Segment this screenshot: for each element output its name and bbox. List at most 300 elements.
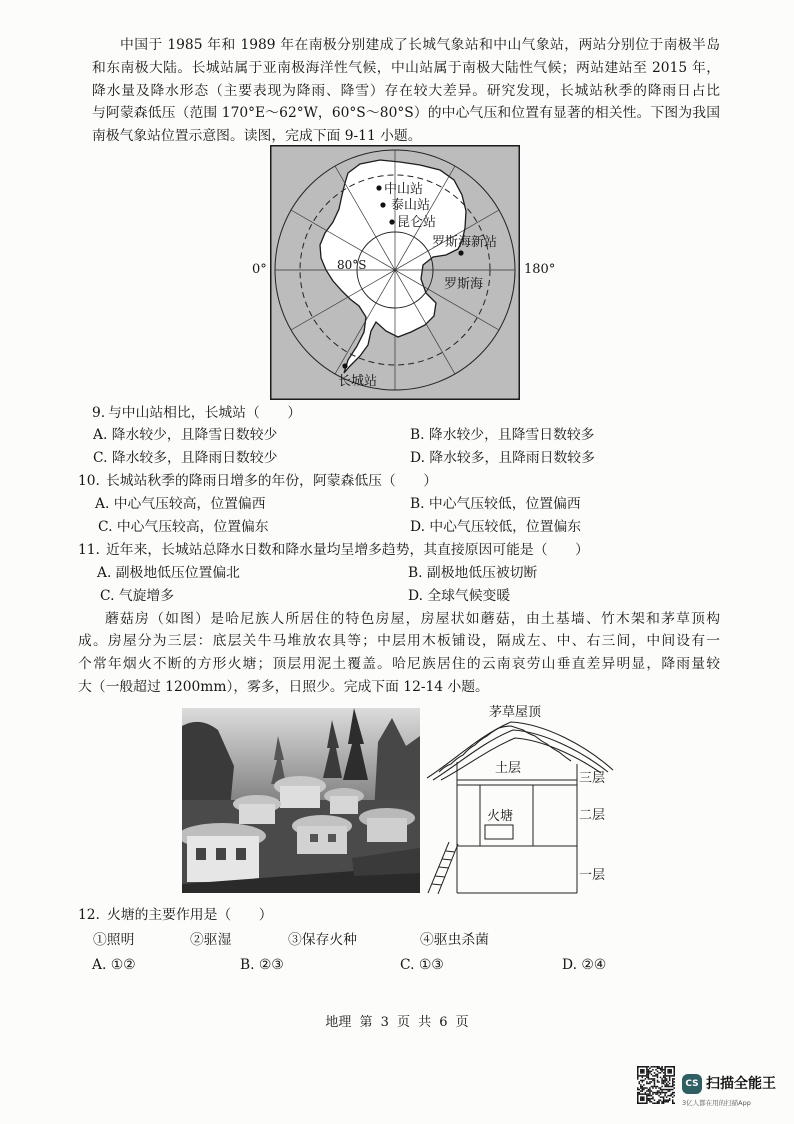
- qr-module: [655, 1074, 657, 1076]
- qr-module: [648, 1093, 650, 1095]
- zhongshan-station-marker: [376, 185, 381, 190]
- qr-module: [672, 1083, 674, 1085]
- qr-module: [651, 1086, 653, 1088]
- longitude-180-label: 180°: [524, 262, 556, 277]
- qr-module: [664, 1077, 666, 1079]
- mushroom-house-diagram: [425, 700, 615, 896]
- qr-module: [651, 1078, 653, 1080]
- qr-module: [649, 1090, 651, 1092]
- kunlun-station-label: 昆仑站: [397, 215, 437, 230]
- qr-module: [661, 1096, 663, 1098]
- qr-module: [672, 1102, 674, 1104]
- qr-module: [642, 1075, 644, 1077]
- qr-module: [648, 1089, 650, 1091]
- passage-line: 蘑菇房（如图）是哈尼族人所居住的特色房屋，房屋状如蘑菇，由土基墙、竹木架和茅草顶构: [105, 610, 720, 627]
- qr-module: [669, 1098, 671, 1100]
- qr-module: [646, 1069, 648, 1071]
- qr-module: [664, 1093, 666, 1095]
- qr-module: [637, 1074, 639, 1076]
- qr-module: [654, 1084, 656, 1086]
- qr-module: [640, 1080, 642, 1082]
- qr-module: [646, 1102, 648, 1104]
- qr-module: [661, 1081, 663, 1083]
- qr-module: [664, 1080, 666, 1082]
- qr-module: [664, 1084, 666, 1086]
- option-d: D. 全球气候变暖: [408, 587, 511, 604]
- qr-module: [648, 1071, 650, 1073]
- qr-module: [648, 1075, 650, 1077]
- qr-module: [640, 1102, 642, 1104]
- option-a: A. ①②: [92, 957, 136, 973]
- qr-module: [648, 1098, 650, 1100]
- qr-module: [657, 1075, 659, 1077]
- qr-module: [642, 1071, 644, 1073]
- qr-module: [661, 1068, 663, 1070]
- qr-module: [664, 1078, 666, 1080]
- qr-module: [643, 1093, 645, 1095]
- floor-3-label: 三层: [579, 771, 606, 786]
- qr-module: [652, 1098, 654, 1100]
- qr-module: [664, 1089, 666, 1091]
- option-b: B. ②③: [240, 957, 284, 973]
- qr-module: [645, 1102, 647, 1104]
- qr-module: [673, 1071, 675, 1073]
- question-11-options-row: [0, 585, 794, 608]
- qr-module: [673, 1069, 675, 1071]
- qr-module: [639, 1081, 641, 1083]
- question-12-items-row: [0, 928, 794, 953]
- qr-module: [637, 1072, 639, 1074]
- qr-module: [645, 1066, 647, 1068]
- qr-module: [666, 1075, 668, 1077]
- qr-module: [648, 1077, 650, 1079]
- qr-module: [651, 1074, 653, 1076]
- qr-module: [666, 1096, 668, 1098]
- qr-module: [649, 1083, 651, 1085]
- qr-module: [672, 1092, 674, 1094]
- qr-module: [660, 1099, 662, 1101]
- qr-module: [657, 1101, 659, 1103]
- qr-module: [673, 1075, 675, 1077]
- qr-module: [649, 1101, 651, 1103]
- option-c: C. 中心气压较高，位置偏东: [98, 518, 269, 535]
- house-structure: [457, 762, 577, 893]
- qr-module: [639, 1093, 641, 1095]
- qr-module: [652, 1078, 654, 1080]
- qr-module: [673, 1092, 675, 1094]
- qr-module: [658, 1095, 660, 1097]
- qr-module: [672, 1075, 674, 1077]
- qr-module: [640, 1087, 642, 1089]
- qr-module: [649, 1092, 651, 1094]
- qr-module: [645, 1092, 647, 1094]
- passage-line: 中国于 1985 年和 1989 年在南极分别建成了长城气象站和中山气象站，两站分别位于南极半岛: [120, 37, 720, 53]
- question-9-options-row: [0, 447, 794, 470]
- qr-module: [655, 1102, 657, 1104]
- qr-module: [657, 1102, 659, 1104]
- qr-module: [663, 1098, 665, 1100]
- qr-module: [663, 1101, 665, 1103]
- qr-module: [658, 1068, 660, 1070]
- qr-module: [658, 1081, 660, 1083]
- qr-module: [648, 1099, 650, 1101]
- qr-module: [642, 1080, 644, 1082]
- taishan-station-label: 泰山站: [391, 198, 431, 213]
- passage-line: 南极气象站位置示意图。读图，完成下面 9-11 小题。: [92, 128, 422, 144]
- qr-module: [649, 1089, 651, 1091]
- option-d: D. 中心气压较低，位置偏东: [410, 518, 582, 535]
- soil-layer-label: 土层: [495, 761, 522, 776]
- qr-module: [640, 1086, 642, 1088]
- qr-module: [666, 1066, 668, 1068]
- option-c: C. 气旋增多: [100, 587, 175, 604]
- qr-module: [670, 1086, 672, 1088]
- qr-module: [639, 1102, 641, 1104]
- qr-module: [666, 1083, 668, 1085]
- qr-module: [652, 1075, 654, 1077]
- qr-module: [673, 1084, 675, 1086]
- qr-module: [651, 1090, 653, 1092]
- qr-module: [637, 1078, 639, 1080]
- qr-module: [661, 1092, 663, 1094]
- qr-module: [652, 1093, 654, 1095]
- qr-module: [640, 1075, 642, 1077]
- qr-module: [669, 1089, 671, 1091]
- qr-module: [640, 1084, 642, 1086]
- qr-module: [643, 1087, 645, 1089]
- qr-module: [642, 1093, 644, 1095]
- qr-module: [654, 1081, 656, 1083]
- qr-module: [658, 1099, 660, 1101]
- qr-module: [661, 1069, 663, 1071]
- qr-module: [640, 1090, 642, 1092]
- qr-module: [667, 1086, 669, 1088]
- qr-module: [637, 1075, 639, 1077]
- passage-line: 降水量及降水形态（主要表现为降雨、降雪）存在较大差异。研究发现，长城站秋季的降雨日占比: [92, 82, 720, 99]
- qr-module: [666, 1078, 668, 1080]
- question-stem: 长城站秋季的降雨日增多的年份，阿蒙森低压（ ）: [106, 473, 438, 490]
- qr-module: [646, 1083, 648, 1085]
- qr-module: [654, 1099, 656, 1101]
- qr-module: [654, 1086, 656, 1088]
- qr-module: [643, 1075, 645, 1077]
- qr-module: [669, 1086, 671, 1088]
- qr-module: [666, 1089, 668, 1091]
- option-a: A. 副极地低压位置偏北: [97, 564, 240, 581]
- qr-module: [648, 1066, 650, 1068]
- qr-module: [660, 1068, 662, 1070]
- qr-module: [672, 1081, 674, 1083]
- question-number: 9.: [92, 404, 106, 421]
- changcheng-station-label: 长城站: [338, 374, 378, 389]
- antarctic-station-map: [270, 145, 520, 400]
- qr-module: [655, 1075, 657, 1077]
- qr-module: [637, 1077, 639, 1079]
- qr-module: [658, 1087, 660, 1089]
- qr-module: [664, 1099, 666, 1101]
- qr-module: [670, 1095, 672, 1097]
- qr-module: [652, 1096, 654, 1098]
- qr-module: [663, 1075, 665, 1077]
- qr-module: [669, 1083, 671, 1085]
- qr-module: [648, 1069, 650, 1071]
- qr-module: [657, 1077, 659, 1079]
- qr-module: [652, 1086, 654, 1088]
- qr-module: [669, 1077, 671, 1079]
- qr-module: [669, 1066, 671, 1068]
- qr-module: [672, 1089, 674, 1091]
- qr-module: [640, 1072, 642, 1074]
- qr-module: [646, 1087, 648, 1089]
- passage-line: 成。房屋分为三层：底层关牛马堆放农具等；中层用木板铺设，隔成左、中、右三间，中间设有一: [78, 633, 720, 650]
- qr-module: [637, 1087, 639, 1089]
- qr-module: [649, 1095, 651, 1097]
- qr-module: [666, 1084, 668, 1086]
- qr-module: [643, 1072, 645, 1074]
- qr-module: [661, 1101, 663, 1103]
- qr-module: [643, 1084, 645, 1086]
- qr-module: [651, 1101, 653, 1103]
- option-b: B. 副极地低压被切断: [408, 564, 538, 581]
- qr-module: [660, 1069, 662, 1071]
- ladder: [428, 842, 458, 894]
- qr-module: [639, 1089, 641, 1091]
- qr-module: [663, 1080, 665, 1082]
- qr-module: [637, 1095, 639, 1097]
- qr-module: [654, 1102, 656, 1104]
- option-b: B. 降水较少，且降雪日数较多: [410, 427, 595, 444]
- qr-module: [643, 1069, 645, 1071]
- qr-module: [661, 1090, 663, 1092]
- floor-2-label: 二层: [579, 808, 606, 823]
- qr-module: [666, 1092, 668, 1094]
- item-3: ③保存火种: [288, 932, 357, 948]
- qr-module: [654, 1078, 656, 1080]
- item-2: ②驱湿: [190, 932, 232, 948]
- qr-module: [663, 1069, 665, 1071]
- qr-module: [663, 1077, 665, 1079]
- qr-module: [673, 1095, 675, 1097]
- qr-module: [648, 1095, 650, 1097]
- qr-module: [657, 1092, 659, 1094]
- ross-sea-station-marker: [458, 250, 463, 255]
- qr-module: [637, 1069, 639, 1071]
- qr-module: [667, 1101, 669, 1103]
- qr-module: [658, 1090, 660, 1092]
- qr-module: [640, 1098, 642, 1100]
- qr-module: [637, 1068, 639, 1070]
- qr-module: [664, 1069, 666, 1071]
- qr-module: [646, 1095, 648, 1097]
- qr-module: [637, 1096, 639, 1098]
- qr-module: [657, 1090, 659, 1092]
- option-d: D. 降水较多，且降雨日数较多: [410, 450, 595, 467]
- ross-sea-station-label: 罗斯海新站: [432, 235, 498, 250]
- qr-module: [649, 1071, 651, 1073]
- passage-antarctic-stations: [92, 34, 720, 148]
- passage-line: 个常年烟火不断的方形火塘；顶层用泥土覆盖。哈尼族居住的云南哀劳山垂直差异明显，降雨量较: [78, 656, 720, 673]
- qr-module: [651, 1098, 653, 1100]
- qr-module: [664, 1101, 666, 1103]
- option-a: A. 中心气压较高，位置偏西: [95, 496, 266, 513]
- qr-module: [669, 1075, 671, 1077]
- qr-module: [651, 1095, 653, 1097]
- qr-module: [646, 1101, 648, 1103]
- qr-module: [645, 1087, 647, 1089]
- qr-module: [669, 1090, 671, 1092]
- floor-1-label: 一层: [579, 868, 606, 883]
- qr-module: [652, 1102, 654, 1104]
- qr-module: [672, 1099, 674, 1101]
- qr-module: [642, 1099, 644, 1101]
- qr-module: [655, 1087, 657, 1089]
- qr-module: [640, 1096, 642, 1098]
- qr-module: [648, 1072, 650, 1074]
- qr-module: [646, 1093, 648, 1095]
- qr-module: [637, 1101, 639, 1103]
- qr-module: [657, 1081, 659, 1083]
- qr-module: [648, 1078, 650, 1080]
- qr-module: [672, 1084, 674, 1086]
- qr-module: [669, 1099, 671, 1101]
- qr-module: [664, 1074, 666, 1076]
- question-block: [0, 402, 794, 700]
- qr-module: [637, 1102, 639, 1104]
- item-4: ④驱虫杀菌: [420, 932, 489, 948]
- qr-module: [673, 1087, 675, 1089]
- question-number: 11.: [78, 541, 100, 558]
- qr-module: [670, 1075, 672, 1077]
- item-1: ①照明: [93, 932, 135, 948]
- qr-module: [642, 1072, 644, 1074]
- qr-module: [645, 1093, 647, 1095]
- mushroom-house-photo: [182, 708, 420, 893]
- question-11: [0, 539, 794, 562]
- qr-module: [651, 1066, 653, 1068]
- qr-module: [646, 1066, 648, 1068]
- qr-module: [654, 1083, 656, 1085]
- qr-module: [642, 1098, 644, 1100]
- qr-module: [649, 1068, 651, 1070]
- qr-module: [655, 1086, 657, 1088]
- qr-module: [672, 1086, 674, 1088]
- qr-module: [663, 1102, 665, 1104]
- qr-module: [673, 1102, 675, 1104]
- kunlun-station-marker: [389, 219, 394, 224]
- qr-module: [664, 1092, 666, 1094]
- qr-module: [657, 1080, 659, 1082]
- qr-module: [669, 1069, 671, 1071]
- qr-module: [660, 1089, 662, 1091]
- qr-module: [651, 1071, 653, 1073]
- qr-module: [669, 1071, 671, 1073]
- qr-module: [642, 1077, 644, 1079]
- qr-module: [637, 1071, 639, 1073]
- qr-module: [640, 1069, 642, 1071]
- option-c: C. 降水较多，且降雨日数较少: [93, 450, 278, 467]
- qr-module: [658, 1092, 660, 1094]
- qr-module: [642, 1087, 644, 1089]
- qr-module: [666, 1080, 668, 1082]
- qr-module: [666, 1101, 668, 1103]
- qr-module: [655, 1069, 657, 1071]
- qr-module: [660, 1087, 662, 1089]
- qr-module: [645, 1075, 647, 1077]
- qr-module: [672, 1080, 674, 1082]
- qr-module: [661, 1066, 663, 1068]
- qr-module: [666, 1099, 668, 1101]
- qr-module: [670, 1071, 672, 1073]
- qr-module: [664, 1086, 666, 1088]
- qr-module: [637, 1066, 639, 1068]
- question-stem: 火塘的主要作用是（ ）: [107, 907, 273, 923]
- passage-line: 大（一般超过 1200mm），雾多，日照少。完成下面 12-14 小题。: [78, 679, 489, 696]
- qr-module: [663, 1092, 665, 1094]
- qr-module: [667, 1089, 669, 1091]
- qr-module: [660, 1077, 662, 1079]
- qr-module: [658, 1102, 660, 1104]
- qr-module: [657, 1086, 659, 1088]
- qr-module: [643, 1066, 645, 1068]
- qr-module: [655, 1092, 657, 1094]
- qr-module: [664, 1071, 666, 1073]
- qr-module: [646, 1068, 648, 1070]
- qr-module: [642, 1086, 644, 1088]
- qr-module: [654, 1075, 656, 1077]
- qr-module: [658, 1072, 660, 1074]
- qr-module: [643, 1102, 645, 1104]
- qr-module: [654, 1092, 656, 1094]
- qr-module: [642, 1089, 644, 1091]
- qr-module: [660, 1072, 662, 1074]
- qr-module: [667, 1069, 669, 1071]
- question-number: 12.: [78, 907, 100, 923]
- qr-module: [655, 1093, 657, 1095]
- qr-module: [660, 1093, 662, 1095]
- zhongshan-station-label: 中山站: [384, 182, 424, 197]
- qr-module: [643, 1096, 645, 1098]
- qr-module: [649, 1078, 651, 1080]
- qr-module: [663, 1096, 665, 1098]
- qr-module: [672, 1066, 674, 1068]
- qr-module: [639, 1075, 641, 1077]
- qr-module: [664, 1068, 666, 1070]
- qr-module: [646, 1096, 648, 1098]
- qr-module: [667, 1081, 669, 1083]
- qr-module: [667, 1084, 669, 1086]
- qr-module: [664, 1072, 666, 1074]
- qr-module: [642, 1090, 644, 1092]
- qr-module: [651, 1081, 653, 1083]
- qr-module: [664, 1095, 666, 1097]
- question-stem: 与中山站相比，长城站（ ）: [108, 404, 302, 421]
- qr-module: [652, 1092, 654, 1094]
- scanner-brand: 扫描全能王: [706, 1076, 776, 1092]
- qr-module: [667, 1072, 669, 1074]
- qr-code: [637, 1066, 675, 1104]
- qr-module: [667, 1075, 669, 1077]
- question-12-options-row: [0, 953, 794, 978]
- qr-module: [637, 1093, 639, 1095]
- qr-module: [663, 1099, 665, 1101]
- qr-module: [652, 1069, 654, 1071]
- qr-module: [643, 1080, 645, 1082]
- qr-module: [673, 1072, 675, 1074]
- qr-module: [672, 1078, 674, 1080]
- qr-module: [663, 1083, 665, 1085]
- qr-module: [646, 1074, 648, 1076]
- qr-module: [661, 1102, 663, 1104]
